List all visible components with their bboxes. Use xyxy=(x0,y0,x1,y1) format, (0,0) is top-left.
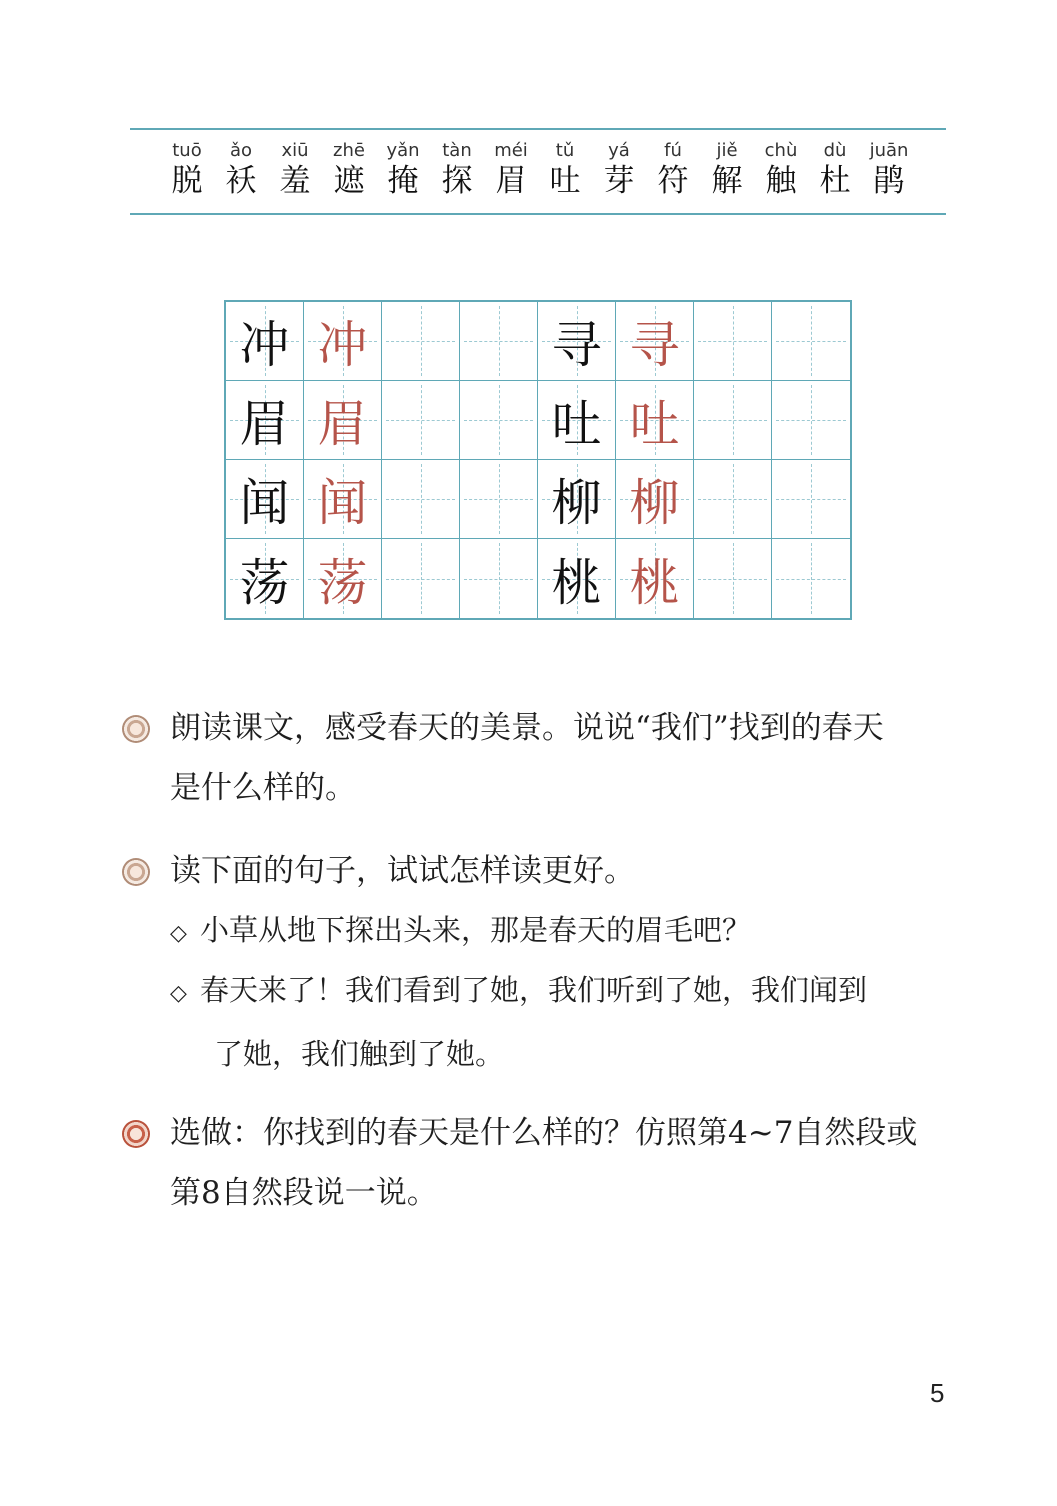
vocab-item xyxy=(646,140,700,200)
grid-cell-blank xyxy=(772,460,850,539)
grid-cell-blank xyxy=(694,539,772,618)
grid-cell-blank xyxy=(460,539,538,618)
grid-cell-blank xyxy=(460,381,538,460)
vocab-item xyxy=(862,140,916,200)
grid-cell-blank xyxy=(382,460,460,539)
grid-char: 吐 xyxy=(551,395,602,453)
writing-grid xyxy=(224,300,852,620)
grid-cell-blank xyxy=(694,460,772,539)
grid-cell-trace xyxy=(304,539,382,618)
grid-char: 吐 xyxy=(629,395,680,453)
grid-cell-trace xyxy=(616,539,694,618)
grid-char: 荡 xyxy=(317,553,368,612)
vocab-item xyxy=(808,140,862,200)
grid-char: 眉 xyxy=(239,395,290,453)
question-3 xyxy=(170,1103,960,1223)
sentence-2-line2: 了她，我们触到了她。 xyxy=(214,1037,505,1071)
grid-char: 荡 xyxy=(239,553,290,612)
grid-char: 桃 xyxy=(551,553,602,612)
grid-char: 寻 xyxy=(629,316,680,374)
grid-cell-trace xyxy=(616,302,694,381)
vocab-item xyxy=(538,140,592,200)
top-rule xyxy=(130,128,946,130)
grid-cell-blank xyxy=(460,460,538,539)
grid-cell-model xyxy=(538,539,616,618)
pinyin: tuō xyxy=(172,140,202,161)
hanzi: 袄 xyxy=(225,163,257,199)
hanzi: 探 xyxy=(441,163,473,199)
question-1 xyxy=(170,698,960,818)
diamond-icon: ◇ xyxy=(170,921,187,946)
vocab-item xyxy=(430,140,484,200)
pinyin: méi xyxy=(494,140,528,161)
pinyin: jiě xyxy=(716,140,738,161)
hanzi: 羞 xyxy=(279,163,311,199)
grid-cell-trace xyxy=(304,302,382,381)
grid-char: 冲 xyxy=(239,316,290,374)
vocab-item xyxy=(376,140,430,200)
hanzi: 吐 xyxy=(549,163,581,199)
grid-cell-model xyxy=(226,302,304,381)
vocab-item xyxy=(484,140,538,200)
hanzi: 掩 xyxy=(387,163,419,199)
grid-char: 柳 xyxy=(551,474,602,532)
grid-cell-model xyxy=(226,381,304,460)
grid-cell-model xyxy=(226,539,304,618)
grid-char: 闻 xyxy=(239,474,290,532)
pinyin: zhē xyxy=(333,140,365,161)
hanzi: 眉 xyxy=(495,163,527,199)
question-1-line1: 朗读课文，感受春天的美景。说说“我们”找到的春天 xyxy=(170,710,884,746)
grid-char: 柳 xyxy=(629,474,680,532)
sentence-1-text: 小草从地下探出头来，那是春天的眉毛吧？ xyxy=(200,913,752,947)
hanzi: 鹃 xyxy=(873,163,905,199)
sentence-1 xyxy=(170,900,960,964)
question-3-line1: 选做：你找到的春天是什么样的？仿照第4~7自然段或 xyxy=(170,1115,918,1151)
grid-cell-blank xyxy=(382,381,460,460)
hanzi: 遮 xyxy=(333,163,365,199)
grid-cell-model xyxy=(538,381,616,460)
hanzi: 符 xyxy=(657,163,689,199)
grid-char: 冲 xyxy=(317,316,368,374)
vocab-item xyxy=(214,140,268,200)
grid-cell-trace xyxy=(616,460,694,539)
vocab-row xyxy=(160,140,920,200)
grid-cell-blank xyxy=(694,381,772,460)
vocab-item xyxy=(592,140,646,200)
grid-cell-model xyxy=(538,460,616,539)
hanzi: 解 xyxy=(711,163,743,199)
grid-char: 寻 xyxy=(551,316,602,374)
vocab-item xyxy=(754,140,808,200)
grid-cell-trace xyxy=(616,381,694,460)
grid-cell-trace xyxy=(304,381,382,460)
pinyin: ǎo xyxy=(229,140,253,161)
grid-char: 眉 xyxy=(317,395,368,453)
grid-cell-blank xyxy=(694,302,772,381)
pinyin: fú xyxy=(664,140,682,161)
vocab-item xyxy=(160,140,214,200)
pinyin: tàn xyxy=(442,140,472,161)
sentence-2 xyxy=(170,960,960,1084)
question-bullet-icon xyxy=(122,715,150,743)
question-bullet-icon xyxy=(122,858,150,886)
question-3-line2: 第8自然段说一说。 xyxy=(170,1175,438,1211)
grid-cell-blank xyxy=(382,302,460,381)
grid-cell-model xyxy=(538,302,616,381)
question-2: 读下面的句子，试试怎样读更好。 xyxy=(170,853,635,889)
question-1-line2: 是什么样的。 xyxy=(170,770,356,806)
pinyin: yá xyxy=(608,140,630,161)
grid-cell-blank xyxy=(772,381,850,460)
hanzi: 芽 xyxy=(603,163,635,199)
grid-cell-blank xyxy=(772,539,850,618)
sentence-2-line1: 春天来了！我们看到了她，我们听到了她，我们闻到 xyxy=(200,973,868,1007)
pinyin: juān xyxy=(869,140,909,161)
hanzi: 触 xyxy=(765,163,797,199)
pinyin: chù xyxy=(764,140,798,161)
grid-char: 桃 xyxy=(629,553,680,612)
pinyin: xiū xyxy=(281,140,309,161)
hanzi: 杜 xyxy=(819,163,851,199)
page-number: 5 xyxy=(930,1378,945,1408)
hanzi: 脱 xyxy=(171,163,203,199)
pinyin: yǎn xyxy=(386,140,420,161)
grid-cell-blank xyxy=(772,302,850,381)
bottom-rule xyxy=(130,213,946,215)
pinyin: tǔ xyxy=(555,140,575,161)
grid-cell-model xyxy=(226,460,304,539)
grid-cell-blank xyxy=(460,302,538,381)
grid-cell-trace xyxy=(304,460,382,539)
vocab-item xyxy=(700,140,754,200)
optional-bullet-icon xyxy=(122,1120,150,1148)
vocab-item xyxy=(268,140,322,200)
grid-cell-blank xyxy=(382,539,460,618)
vocab-item xyxy=(322,140,376,200)
pinyin: dù xyxy=(823,140,847,161)
grid-char: 闻 xyxy=(317,474,368,532)
diamond-icon: ◇ xyxy=(170,981,187,1006)
